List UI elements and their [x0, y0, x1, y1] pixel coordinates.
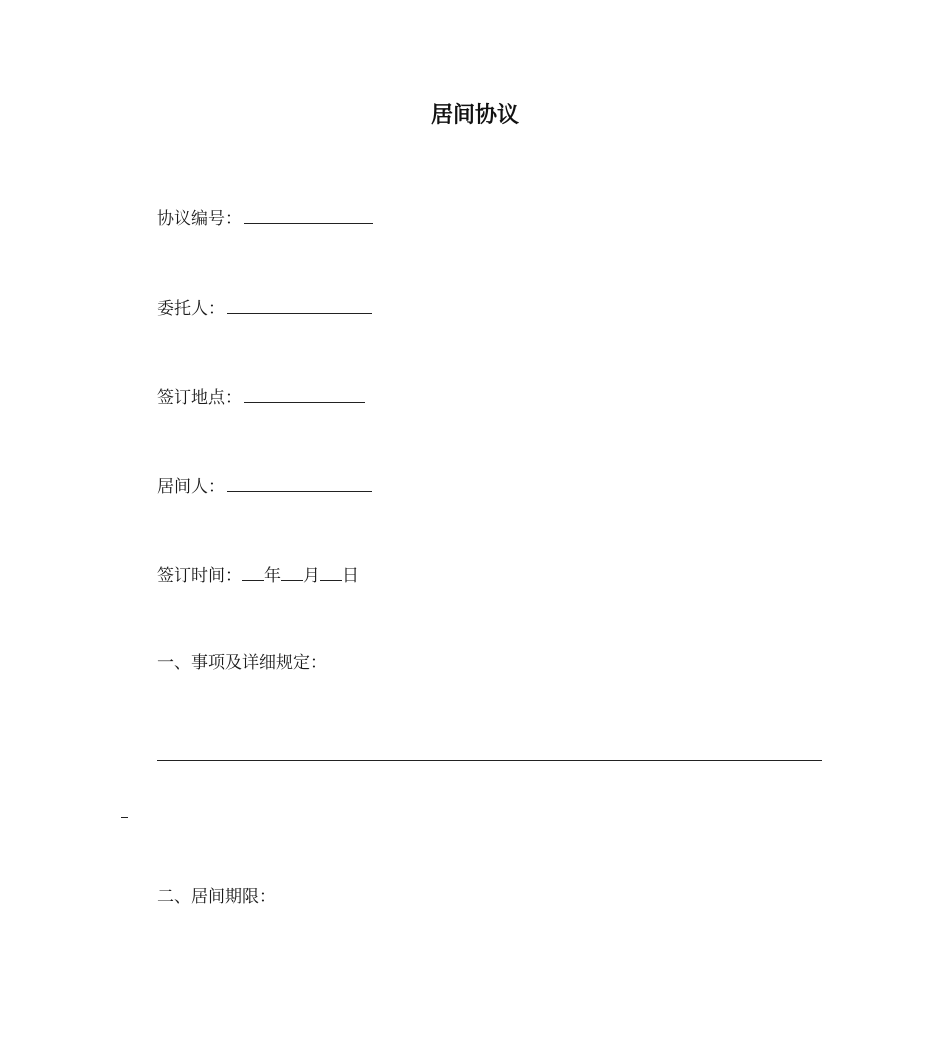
client-blank[interactable] [227, 296, 372, 314]
day-unit: 日 [342, 566, 359, 586]
agreement-number-blank[interactable] [244, 206, 373, 224]
agreement-number-label: 协议编号： [157, 209, 242, 229]
section-1-heading: 一、事项及详细规定： [157, 653, 327, 673]
year-blank[interactable] [242, 563, 264, 581]
section-1-fill-line[interactable] [157, 760, 822, 761]
signing-place-blank[interactable] [244, 385, 365, 403]
signing-date-label: 签订时间： [157, 566, 242, 586]
signing-place-label: 签订地点： [157, 388, 242, 408]
intermediary-blank[interactable] [227, 474, 372, 492]
intermediary-field [157, 474, 372, 498]
day-blank[interactable] [320, 563, 342, 581]
margin-dash [121, 817, 128, 818]
client-field [157, 296, 372, 320]
agreement-number-field [157, 206, 373, 230]
signing-place-field [157, 385, 365, 409]
section-2-heading: 二、居间期限： [157, 887, 276, 907]
month-blank[interactable] [281, 563, 303, 581]
signing-date-field [157, 563, 359, 587]
intermediary-label: 居间人： [157, 477, 225, 497]
client-label: 委托人： [157, 299, 225, 319]
year-unit: 年 [264, 566, 281, 586]
document-title: 居间协议 [430, 103, 519, 128]
month-unit: 月 [303, 566, 320, 586]
